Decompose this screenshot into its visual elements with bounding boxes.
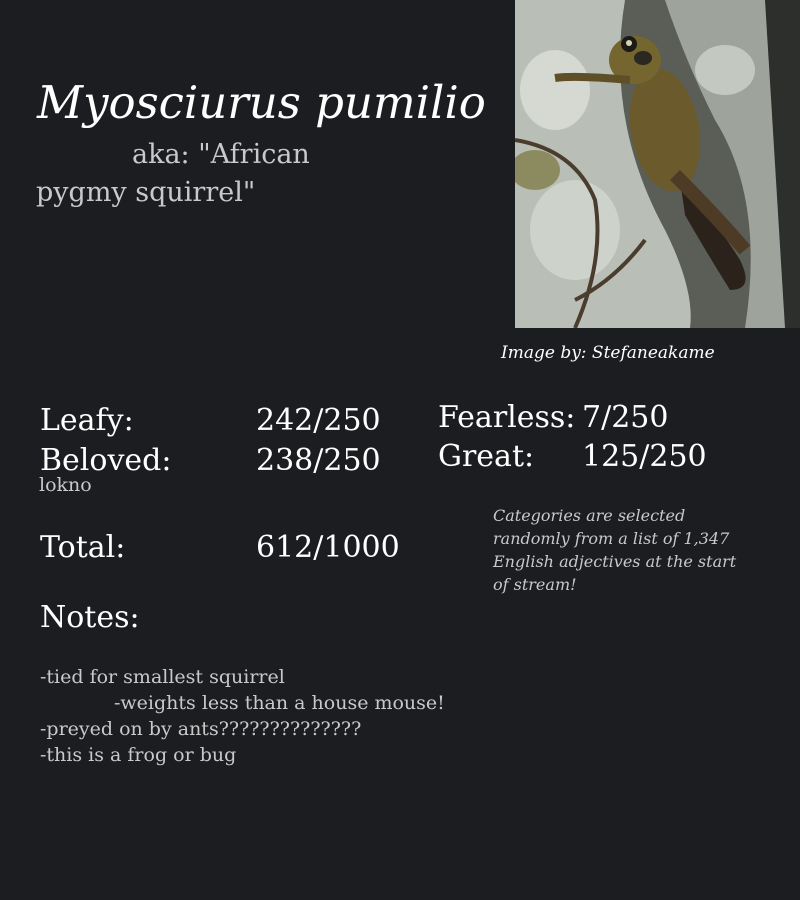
image-credit: Image by: Stefaneakame: [501, 343, 715, 363]
stat-fearless-label: Fearless:: [438, 400, 576, 435]
stat-leafy-label: Leafy:: [40, 403, 134, 438]
stat-beloved-label: Beloved:: [40, 443, 172, 478]
notes-heading: Notes:: [40, 600, 140, 635]
stat-beloved-value: 238/250: [256, 443, 381, 478]
common-name: aka: "African pygmy squirrel": [36, 139, 310, 208]
squirrel-photo: [515, 0, 800, 328]
species-title: Myosciurus pumilio: [37, 76, 486, 129]
stat-total-label: Total:: [40, 530, 126, 565]
note-item: -preyed on by ants??????????????: [40, 718, 362, 740]
stat-total-value: 612/1000: [256, 530, 400, 565]
note-item: -this is a frog or bug: [40, 744, 237, 766]
stat-leafy-value: 242/250: [256, 403, 381, 438]
categories-footnote: Categories are selected randomly from a list of 1,347 English adjectives at the start of stream!: [493, 506, 737, 594]
stat-great-label: Great:: [438, 439, 535, 474]
note-item: -weights less than a house mouse!: [114, 692, 445, 714]
stat-great-value: 125/250: [582, 439, 707, 474]
stat-fearless-value: 7/250: [582, 400, 669, 435]
note-item: -tied for smallest squirrel: [40, 666, 285, 688]
misc-label: lokno: [39, 474, 92, 496]
notes-list: [40, 664, 445, 768]
